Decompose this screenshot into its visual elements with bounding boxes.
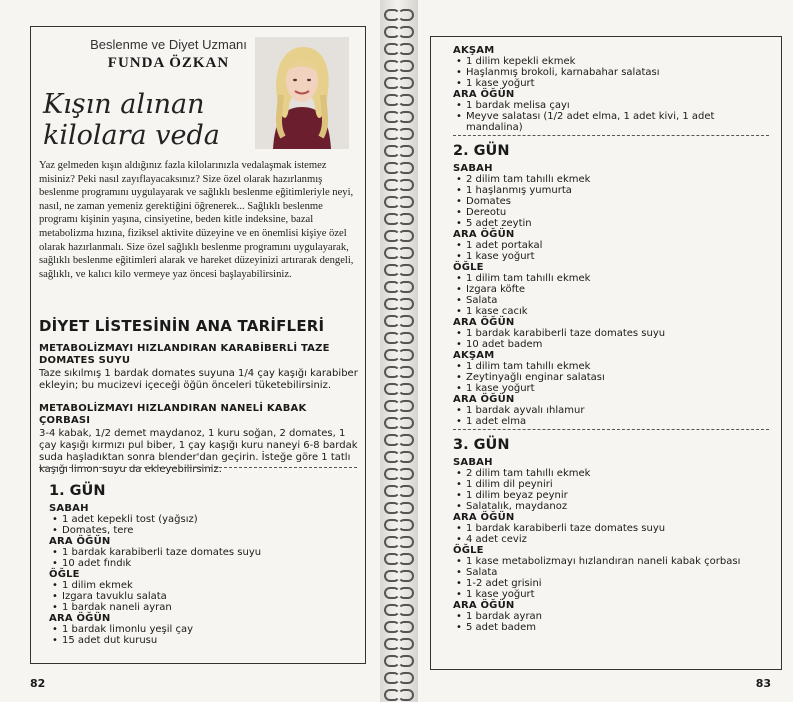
meal-heading: ÖĞLE — [453, 262, 484, 273]
spiral-ring-icon — [384, 144, 414, 154]
expert-title: Beslenme ve Diyet Uzmanı — [90, 37, 247, 52]
list-item: • 1 kase yoğurt — [453, 78, 773, 89]
list-item: • Haşlanmış brokoli, karnabahar salatası — [453, 67, 773, 78]
spiral-ring-icon — [384, 501, 414, 511]
divider — [453, 429, 769, 430]
list-item: • 4 adet ceviz — [453, 534, 773, 545]
list-item: • Zeytinyağlı enginar salatası — [453, 372, 773, 383]
meal-items — [453, 405, 773, 427]
list-item: • 5 adet badem — [453, 622, 773, 633]
spiral-ring-icon — [384, 688, 414, 698]
list-item: • 1 bardak naneli ayran — [49, 602, 349, 613]
meal-items — [453, 240, 773, 262]
list-item: • 1 dilim beyaz peynir — [453, 490, 773, 501]
continued-plan — [453, 45, 773, 133]
day-3-title: 3. GÜN — [453, 437, 510, 453]
meal-items — [49, 547, 349, 569]
meal-items — [453, 328, 773, 350]
list-item: • Domates, tere — [49, 525, 349, 536]
spiral-ring-icon — [384, 433, 414, 443]
list-item: • Izgara tavuklu salata — [49, 591, 349, 602]
spiral-ring-icon — [384, 603, 414, 613]
list-item: • 1 adet elma — [453, 416, 773, 427]
list-item: • 1 adet kepekli tost (yağsız) — [49, 514, 349, 525]
meal-items — [49, 624, 349, 646]
meal-heading: ARA ÖĞÜN — [453, 317, 515, 328]
left-article-box — [30, 26, 366, 664]
spiral-ring-icon — [384, 161, 414, 171]
meal-heading: ARA ÖĞÜN — [453, 229, 515, 240]
meal-items — [453, 611, 773, 633]
list-item: • 1 kase yoğurt — [453, 589, 773, 600]
spiral-ring-icon — [384, 212, 414, 222]
meal-heading: ARA ÖĞÜN — [453, 600, 515, 611]
spiral-ring-icon — [384, 450, 414, 460]
list-item: • 1 haşlanmış yumurta — [453, 185, 773, 196]
spiral-ring-icon — [384, 637, 414, 647]
page-number: 83 — [755, 677, 771, 690]
meal-items — [453, 56, 773, 89]
list-item: • Salatalık, maydanoz — [453, 501, 773, 512]
meal-items — [453, 523, 773, 545]
spiral-ring-icon — [384, 280, 414, 290]
list-item: • Salata — [453, 295, 773, 306]
spiral-ring-icon — [384, 552, 414, 562]
list-item: • 1 bardak melisa çayı — [453, 100, 773, 111]
recipe-tomato-juice — [39, 343, 359, 392]
list-item: • 10 adet badem — [453, 339, 773, 350]
spiral-ring-icon — [384, 569, 414, 579]
list-item: • 1 dilim dil peyniri — [453, 479, 773, 490]
spiral-ring-icon — [384, 263, 414, 273]
right-page — [418, 0, 793, 702]
list-item: • 1 dilim tam tahıllı ekmek — [453, 273, 773, 284]
meal-items — [453, 361, 773, 394]
spiral-ring-icon — [384, 229, 414, 239]
list-item: • 1 bardak ayvalı ıhlamur — [453, 405, 773, 416]
spiral-binding-icon — [380, 0, 418, 702]
meal-heading: ÖĞLE — [453, 545, 484, 556]
list-item: • 1 dilim kepekli ekmek — [453, 56, 773, 67]
spiral-ring-icon — [384, 8, 414, 18]
list-item: • 1 bardak karabiberli taze domates suyu — [49, 547, 349, 558]
spiral-ring-icon — [384, 110, 414, 120]
spiral-ring-icon — [384, 382, 414, 392]
meal-heading: ARA ÖĞÜN — [453, 394, 515, 405]
woman-portrait-icon — [255, 37, 349, 149]
list-item: • 1 bardak karabiberli taze domates suyu — [453, 523, 773, 534]
recipe-body: Taze sıkılmış 1 bardak domates suyuna 1/4 çay kaşığı karabiber ekleyin; bu mucizevi içeceği öğün önceleri tüketebilirsiniz. — [39, 367, 358, 391]
meal-heading: ARA ÖĞÜN — [453, 512, 515, 523]
divider — [39, 467, 357, 468]
spiral-ring-icon — [384, 365, 414, 375]
list-item: • 1 dilim ekmek — [49, 580, 349, 591]
spiral-ring-icon — [384, 297, 414, 307]
meal-heading: SABAH — [453, 163, 493, 174]
spiral-ring-icon — [384, 484, 414, 494]
meal-items — [453, 556, 773, 600]
list-item: • 1 kase cacık — [453, 306, 773, 317]
intro-paragraph: Yaz gelmeden kışın aldığınız fazla kilolarınızla vedalaşmak istemez misiniz? Peki nasıl zayıflayacaksınız? Size özel olarak hazırlanmış beslenme programını uygulayarak ve sağlıklı beslenme eğitimleriyle neyi, nasıl, ne zaman yemeniz gerektiğini öğrenerek... Sağlıklı beslenme programı kişinin yaşına, cinsiyetine, beden kitle indeksine, bazal metabolizma hızına, fiziksel aktivite düzeyine ve en önemlisi kişiye özel olarak hazırlanmalı. Size özel sağlıklı beslenme programını uygulayarak, sağlıklı beslenme eğitimleri alarak ve hareket düzeyinizi artırarak dengeli, sağlıklı, ve kalıcı kilo vermeye yaz öncesi başlayabilirsiniz. — [39, 160, 354, 280]
left-page — [0, 0, 380, 702]
spiral-ring-icon — [384, 535, 414, 545]
headline — [43, 89, 263, 151]
list-item: • 5 adet zeytin — [453, 218, 773, 229]
meal-items — [453, 174, 773, 229]
list-item: • 1 kase yoğurt — [453, 383, 773, 394]
meal-items — [49, 514, 349, 536]
list-item: • 1 dilim tam tahıllı ekmek — [453, 361, 773, 372]
meal-heading: ÖĞLE — [49, 569, 80, 580]
list-item: • Meyve salatası (1/2 adet elma, 1 adet kivi, 1 adet mandalina) — [453, 111, 773, 133]
list-item: • 1-2 adet grisini — [453, 578, 773, 589]
meal-heading: AKŞAM — [453, 45, 495, 56]
right-article-box — [430, 36, 782, 670]
expert-name: FUNDA ÖZKAN — [107, 55, 230, 71]
spiral-ring-icon — [384, 331, 414, 341]
spiral-ring-icon — [384, 246, 414, 256]
list-item: • 1 bardak limonlu yeşil çay — [49, 624, 349, 635]
spiral-ring-icon — [384, 178, 414, 188]
meal-heading: SABAH — [453, 457, 493, 468]
list-item: • 1 kase metabolizmayı hızlandıran naneli kabak çorbası — [453, 556, 773, 567]
recipe-title: METABOLİZMAYI HIZLANDIRAN KARABİBERLİ TAZE — [39, 343, 330, 354]
headline-line-2: kilolara veda — [43, 120, 220, 151]
spiral-ring-icon — [384, 671, 414, 681]
list-item: • 2 dilim tam tahıllı ekmek — [453, 468, 773, 479]
page-number: 82 — [30, 677, 46, 690]
spiral-ring-icon — [384, 416, 414, 426]
divider — [453, 135, 769, 136]
meal-items — [453, 468, 773, 512]
day-1-plan — [49, 503, 349, 646]
recipe-zucchini-soup — [39, 403, 359, 477]
list-item: • Domates — [453, 196, 773, 207]
list-item: • 1 bardak ayran — [453, 611, 773, 622]
meal-heading: ARA ÖĞÜN — [49, 613, 111, 624]
meal-items — [453, 273, 773, 317]
list-item: • 1 kase yoğurt — [453, 251, 773, 262]
spiral-ring-icon — [384, 654, 414, 664]
meal-heading: SABAH — [49, 503, 89, 514]
meal-heading: ARA ÖĞÜN — [49, 536, 111, 547]
day-1-title: 1. GÜN — [49, 483, 106, 499]
spiral-ring-icon — [384, 25, 414, 35]
spiral-ring-icon — [384, 399, 414, 409]
list-item: • 2 dilim tam tahıllı ekmek — [453, 174, 773, 185]
spiral-ring-icon — [384, 518, 414, 528]
list-item: • Dereotu — [453, 207, 773, 218]
meal-heading: ARA ÖĞÜN — [453, 89, 515, 100]
day-3-plan — [453, 457, 773, 633]
section-title: DİYET LİSTESİNİN ANA TARİFLERİ — [39, 317, 325, 335]
list-item: • Salata — [453, 567, 773, 578]
list-item: • 1 bardak karabiberli taze domates suyu — [453, 328, 773, 339]
recipe-body: 3-4 kabak, 1/2 demet maydanoz, 1 kuru soğan, 2 domates, 1 çay kaşığı kırmızı pul biber, 1 çay kaşığı kuru naneyi 6-8 bardak suda haşladıktan sonra blender'dan geçirin. İsteğe göre 1 tatlı kaşığı limon suyu da ekleyebilirsiniz. — [39, 427, 358, 476]
spiral-ring-icon — [384, 348, 414, 358]
spiral-ring-icon — [384, 314, 414, 324]
list-item: • 1 adet portakal — [453, 240, 773, 251]
day-2-plan — [453, 163, 773, 427]
spiral-ring-icon — [384, 467, 414, 477]
meal-items — [49, 580, 349, 613]
day-2-title: 2. GÜN — [453, 143, 510, 159]
spiral-ring-icon — [384, 59, 414, 69]
spiral-ring-icon — [384, 195, 414, 205]
list-item: • Izgara köfte — [453, 284, 773, 295]
spiral-ring-icon — [384, 93, 414, 103]
recipe-title: DOMATES SUYU — [39, 355, 131, 367]
spiral-ring-icon — [384, 76, 414, 86]
meal-items — [453, 100, 773, 133]
spiral-ring-icon — [384, 620, 414, 630]
spiral-ring-icon — [384, 127, 414, 137]
meal-heading: AKŞAM — [453, 350, 495, 361]
headline-line-1: Kışın alınan — [43, 89, 205, 120]
list-item: • 10 adet fındık — [49, 558, 349, 569]
list-item: • 15 adet dut kurusu — [49, 635, 349, 646]
recipe-title: METABOLİZMAYI HIZLANDIRAN NANELİ KABAK ÇORBASI — [39, 403, 307, 427]
spiral-ring-icon — [384, 42, 414, 52]
spiral-ring-icon — [384, 586, 414, 596]
